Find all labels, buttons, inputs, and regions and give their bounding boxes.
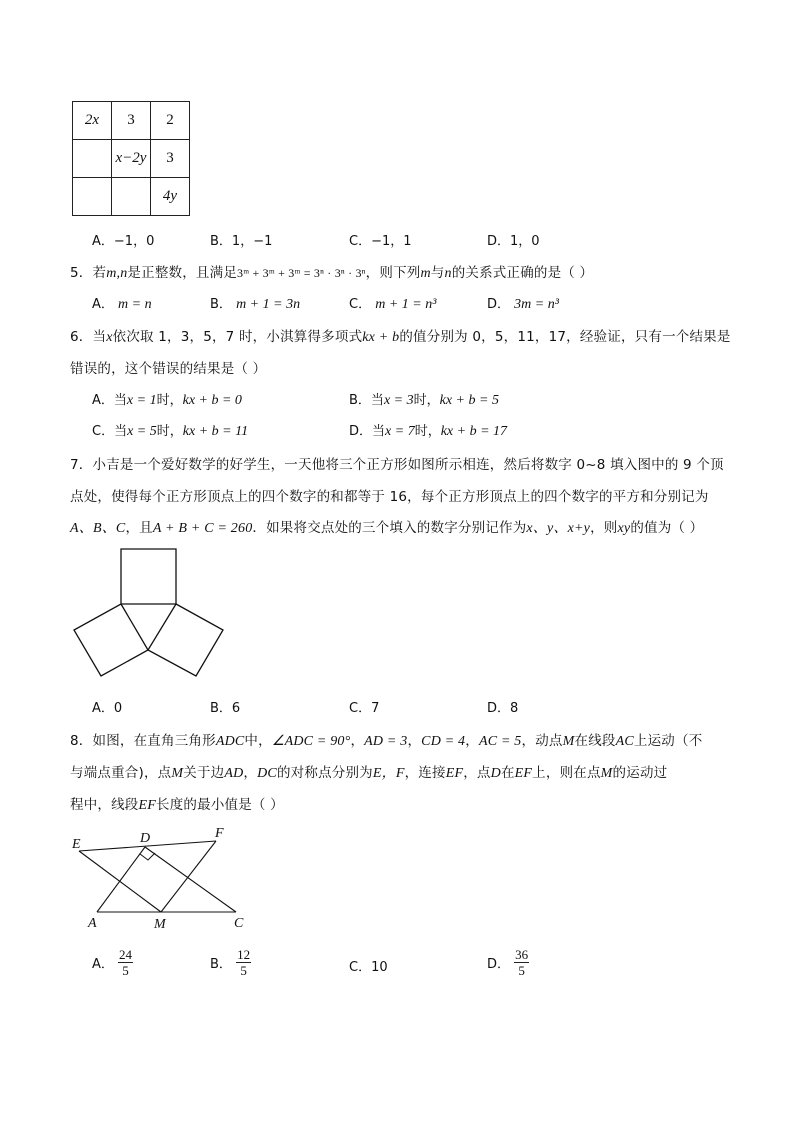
q8-stem-line1 bbox=[70, 729, 702, 750]
stem-text: 小吉是一个爱好数学的好学生，一天他将三个正方形如图所示相连，然后将数字 0~8 填入图中的 9 个顶 bbox=[92, 457, 724, 473]
option-result: kx + b = 17 bbox=[440, 424, 508, 439]
fraction bbox=[236, 947, 251, 978]
option-text: 时， bbox=[156, 424, 183, 439]
grid-cell: 4y bbox=[151, 178, 190, 216]
math-expr: AC = 5 bbox=[478, 734, 522, 749]
option-value: 1，−1 bbox=[231, 234, 273, 249]
q8-stem-line3 bbox=[70, 793, 284, 814]
label-A: A bbox=[88, 916, 97, 931]
option-value: 10 bbox=[371, 960, 388, 975]
option-result: kx + b = 0 bbox=[182, 393, 242, 408]
q7-option-c[interactable] bbox=[349, 697, 379, 716]
option-value: 1，0 bbox=[510, 234, 540, 249]
question-number: 6． bbox=[70, 329, 93, 345]
option-label: A． bbox=[92, 393, 114, 408]
q7-option-d[interactable] bbox=[487, 697, 518, 716]
q8-stem-line2 bbox=[70, 761, 667, 782]
denominator: 5 bbox=[518, 963, 525, 978]
math-var: M bbox=[171, 766, 184, 781]
right-angle-mark bbox=[140, 853, 155, 860]
math-vars: E，F bbox=[372, 766, 405, 781]
question-number: 7． bbox=[70, 457, 93, 473]
stem-text: ， bbox=[465, 733, 479, 749]
numerator: 24 bbox=[119, 947, 133, 962]
question-number: 8． bbox=[70, 733, 93, 749]
fraction bbox=[118, 947, 133, 978]
grid-cell: 2 bbox=[151, 102, 190, 140]
stem-text: ，且 bbox=[125, 520, 153, 536]
math-vars: A、B、C bbox=[70, 521, 126, 536]
option-value: m + 1 = 3n bbox=[236, 297, 301, 312]
grid-cell: 3 bbox=[112, 102, 151, 140]
stem-text: ．如果将交点处的三个填入的数字分别记作为 bbox=[252, 520, 527, 536]
math-var: m bbox=[420, 266, 431, 281]
left-square bbox=[74, 604, 148, 676]
stem-text: 当 bbox=[92, 329, 107, 345]
q7-stem-line2: 点处，使得每个正方形顶点上的四个数字的和都等于 16，每个正方形顶点上的四个数字的平方和分别记为 bbox=[70, 489, 709, 505]
math-equation: A + B + C = 260 bbox=[152, 521, 253, 536]
stem-text: 是正整数，且满足 bbox=[127, 265, 238, 281]
question-number: 5． bbox=[70, 265, 93, 281]
denominator: 5 bbox=[240, 963, 247, 978]
option-value: 7 bbox=[371, 701, 380, 716]
stem-text: 与端点重合)，点 bbox=[70, 765, 172, 781]
stem-text: ， bbox=[350, 733, 365, 749]
stem-text: ，动点 bbox=[521, 733, 563, 749]
option-label: D． bbox=[487, 957, 511, 972]
math-var: EF bbox=[514, 766, 533, 781]
numerator: 36 bbox=[515, 947, 529, 962]
grid-cell: 2x bbox=[73, 102, 112, 140]
option-result: kx + b = 5 bbox=[439, 393, 499, 408]
stem-text: 中， bbox=[244, 733, 272, 749]
option-label: D． bbox=[487, 234, 511, 249]
option-label: C． bbox=[349, 234, 372, 249]
stem-text: 在线段 bbox=[574, 733, 616, 749]
q7-option-a[interactable] bbox=[92, 697, 122, 716]
option-label: D． bbox=[487, 701, 511, 716]
math-var: ADC bbox=[215, 734, 245, 749]
grid-cell: x−2y bbox=[112, 140, 151, 178]
stem-text: ， bbox=[407, 733, 422, 749]
grid-cell: 3 bbox=[151, 140, 190, 178]
option-label: C． bbox=[349, 297, 372, 312]
option-value: 0 bbox=[113, 701, 123, 716]
option-value: m = n bbox=[118, 297, 152, 312]
option-result: kx + b = 11 bbox=[182, 424, 249, 439]
option-text: 当 bbox=[372, 424, 386, 439]
denominator: 5 bbox=[122, 963, 129, 978]
math-var: AC bbox=[615, 734, 634, 749]
math-var: xy bbox=[617, 521, 631, 536]
stem-text: 的对称点分别为 bbox=[276, 765, 373, 781]
option-label: A． bbox=[92, 957, 114, 972]
math-var: n bbox=[444, 266, 452, 281]
stem-text: 依次取 1，3，5，7 时，小淇算得多项式 bbox=[112, 329, 363, 345]
stem-text: 与 bbox=[430, 265, 445, 281]
stem-text: 长度的最小值是（ ） bbox=[156, 797, 284, 813]
math-var: AD bbox=[224, 766, 244, 781]
stem-text: ，连接 bbox=[404, 765, 446, 781]
option-cond: x = 1 bbox=[126, 393, 157, 408]
label-D: D bbox=[140, 831, 151, 846]
math-var: D bbox=[490, 766, 501, 781]
math-vars: m,n bbox=[106, 266, 128, 281]
option-label: D． bbox=[487, 297, 511, 312]
stem-text: 的值分别为 0，5，11，17，经验证，只有一个结果是 bbox=[399, 329, 731, 345]
option-label: B． bbox=[210, 701, 232, 716]
math-var: M bbox=[562, 734, 575, 749]
option-value: 3m = n³ bbox=[514, 297, 559, 312]
option-label: B． bbox=[349, 393, 371, 408]
option-label: C． bbox=[349, 701, 372, 716]
option-label: B． bbox=[210, 297, 232, 312]
stem-text: 若 bbox=[92, 265, 107, 281]
math-expr: ∠ADC = 90° bbox=[271, 734, 351, 749]
stem-text: ， bbox=[243, 765, 258, 781]
stem-text: 如图，在直角三角形 bbox=[92, 733, 216, 749]
stem-text: 程中，线段 bbox=[70, 797, 139, 813]
q8-option-b[interactable] bbox=[210, 947, 251, 978]
stem-text: 在 bbox=[500, 765, 515, 781]
math-vars: x、y、x+y bbox=[526, 521, 591, 536]
q8-option-c[interactable] bbox=[349, 956, 388, 975]
segment-MF bbox=[161, 841, 216, 912]
top-square bbox=[121, 549, 176, 604]
label-F: F bbox=[215, 826, 224, 841]
option-text: 时， bbox=[413, 393, 440, 408]
fraction bbox=[514, 947, 529, 978]
segment-AD bbox=[97, 847, 145, 912]
option-text: 时， bbox=[414, 424, 441, 439]
q8-option-d[interactable] bbox=[487, 947, 529, 978]
math-var: M bbox=[600, 766, 613, 781]
right-square bbox=[148, 604, 223, 676]
option-label: C． bbox=[349, 960, 372, 975]
math-var: DC bbox=[257, 766, 277, 781]
option-cond: x = 3 bbox=[383, 393, 414, 408]
segment-DC bbox=[145, 847, 236, 912]
math-var: EF bbox=[138, 798, 157, 813]
stem-text: ，点 bbox=[463, 765, 491, 781]
q7-option-b[interactable] bbox=[210, 697, 240, 716]
math-expr: AD = 3 bbox=[364, 734, 408, 749]
option-label: B． bbox=[210, 957, 232, 972]
math-equation: 3ᵐ + 3ᵐ + 3ᵐ = 3ⁿ · 3ⁿ · 3ⁿ bbox=[237, 266, 366, 280]
numerator: 12 bbox=[237, 947, 251, 962]
math-expr: kx + b bbox=[362, 330, 400, 345]
option-text: 当 bbox=[370, 393, 384, 408]
stem-text: 的运动过 bbox=[612, 765, 668, 781]
option-cond: x = 5 bbox=[127, 424, 157, 439]
math-expr: CD = 4 bbox=[421, 734, 466, 749]
option-value: 6 bbox=[231, 701, 241, 716]
stem-text: 的关系式正确的是（ ） bbox=[451, 265, 594, 281]
option-text: 当 bbox=[114, 424, 128, 439]
option-text: 时， bbox=[156, 393, 183, 408]
option-value: 8 bbox=[510, 701, 519, 716]
stem-text: 上运动（不 bbox=[633, 733, 703, 749]
math-var: x bbox=[106, 330, 113, 345]
label-C: C bbox=[234, 916, 244, 931]
option-label: A． bbox=[92, 701, 114, 716]
option-value: m + 1 = n³ bbox=[375, 297, 437, 312]
option-label: C． bbox=[92, 424, 115, 439]
option-label: B． bbox=[210, 234, 232, 249]
stem-text: 的值为（ ） bbox=[630, 520, 704, 536]
label-M: M bbox=[154, 917, 166, 932]
option-label: D． bbox=[349, 424, 373, 439]
label-E: E bbox=[72, 837, 81, 852]
q6-stem-line2: 错误的，这个错误的结果是（ ） bbox=[70, 361, 267, 377]
stem-text: 上，则在点 bbox=[532, 765, 601, 781]
option-text: 当 bbox=[113, 393, 127, 408]
stem-text: 关于边 bbox=[183, 765, 225, 781]
q8-triangle-figure bbox=[60, 820, 260, 935]
option-cond: x = 7 bbox=[385, 424, 415, 439]
stem-text: ，则 bbox=[590, 520, 618, 536]
math-var: EF bbox=[445, 766, 464, 781]
q8-option-a[interactable] bbox=[92, 947, 133, 978]
option-value: −1，1 bbox=[371, 234, 412, 249]
option-value: −1，0 bbox=[113, 234, 155, 249]
option-label: A． bbox=[92, 297, 114, 312]
option-label: A． bbox=[92, 234, 114, 249]
stem-text: ，则下列 bbox=[365, 265, 421, 281]
